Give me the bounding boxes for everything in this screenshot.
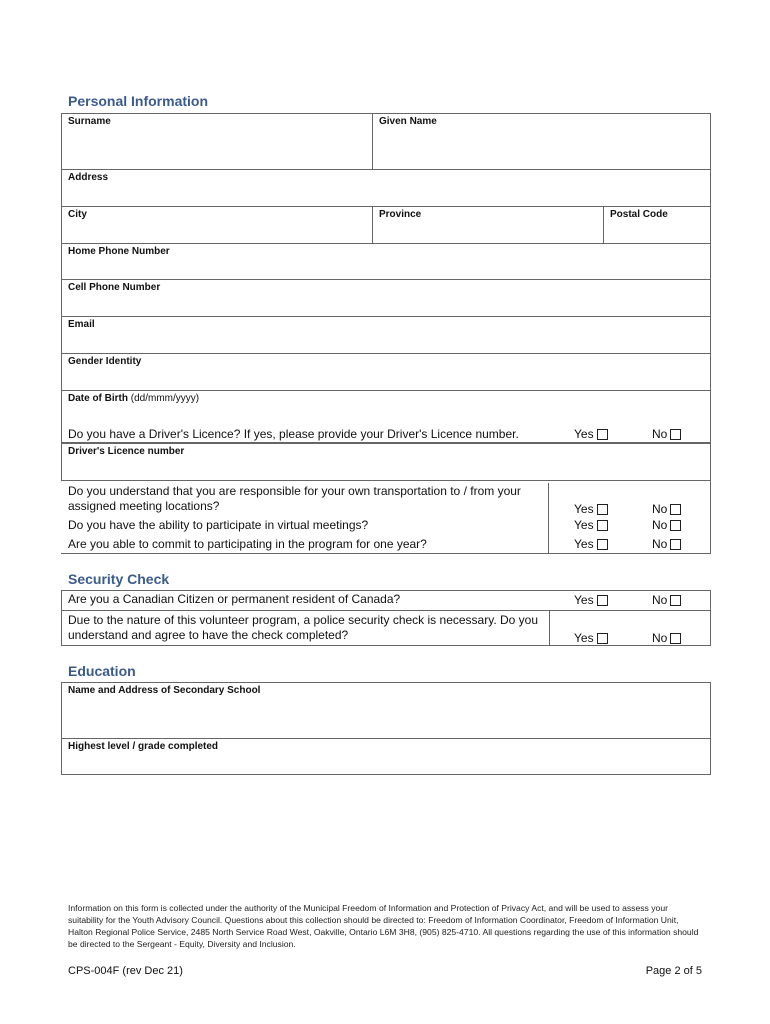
yes-label: Yes bbox=[574, 518, 594, 532]
transportation-question: Do you understand that you are responsible for your own transportation to / from your assigned meeting locations? bbox=[68, 484, 521, 513]
no-label: No bbox=[652, 537, 668, 551]
grade-label: Highest level / grade completed bbox=[68, 741, 219, 752]
security-divider bbox=[549, 610, 550, 646]
checkbox-box[interactable] bbox=[597, 633, 608, 644]
transportation-no-checkbox[interactable] bbox=[652, 502, 681, 517]
no-label: No bbox=[652, 593, 668, 607]
licence-yes-checkbox[interactable] bbox=[574, 427, 608, 442]
questions-divider bbox=[548, 483, 549, 553]
address-label: Address bbox=[68, 172, 109, 183]
privacy-notice: Information on this form is collected under the authority of the Municipal Freedom of Information and Protection of Privacy Act, and will be used to assess your suitability for the Youth Advisory Council. Questions about this collection should be directed to: Freedom of Information Coordinator, Freedom of Information Unit, Halton Regional Police Service, 2485 North Service Road West, Oakville, Ontario L6M 3H8, (905) 825-4710. All questions regarding the use of this information should be directed to the Sergeant - Equity, Diversity and Inclusion. bbox=[68, 903, 699, 949]
city-cell[interactable] bbox=[62, 207, 372, 244]
cell-phone-label: Cell Phone Number bbox=[68, 282, 161, 293]
licence-no-checkbox[interactable] bbox=[652, 427, 681, 442]
citizen-no-checkbox[interactable] bbox=[652, 593, 681, 608]
checkbox-box[interactable] bbox=[670, 633, 681, 644]
checkbox-box[interactable] bbox=[597, 595, 608, 606]
licence-question: Do you have a Driver's Licence? If yes, please provide your Driver's Licence number. bbox=[68, 427, 519, 441]
checkbox-box[interactable] bbox=[597, 520, 608, 531]
personal-information-table bbox=[61, 113, 711, 443]
checkbox-box[interactable] bbox=[670, 429, 681, 440]
given-name-cell[interactable] bbox=[372, 114, 710, 169]
surname-label: Surname bbox=[68, 116, 111, 127]
checkbox-box[interactable] bbox=[670, 539, 681, 550]
given-name-label: Given Name bbox=[379, 116, 437, 127]
school-row[interactable] bbox=[62, 683, 710, 738]
yes-label: Yes bbox=[574, 593, 594, 607]
yes-label: Yes bbox=[574, 427, 594, 441]
name-row bbox=[62, 114, 710, 169]
email-label: Email bbox=[68, 319, 95, 330]
education-table bbox=[61, 682, 711, 775]
virtual-no-checkbox[interactable] bbox=[652, 518, 681, 533]
checkbox-box[interactable] bbox=[597, 504, 608, 515]
grade-row[interactable] bbox=[62, 738, 710, 776]
virtual-yes-checkbox[interactable] bbox=[574, 518, 608, 533]
commitment-question: Are you able to commit to participating in the program for one year? bbox=[68, 537, 427, 551]
security-check-heading: Security Check bbox=[68, 571, 170, 587]
checkbox-box[interactable] bbox=[597, 539, 608, 550]
city-label: City bbox=[68, 209, 87, 220]
checkbox-box[interactable] bbox=[670, 595, 681, 606]
cell-phone-row[interactable] bbox=[62, 279, 710, 317]
form-id: CPS-004F (rev Dec 21) bbox=[68, 965, 183, 977]
home-phone-row[interactable] bbox=[62, 243, 710, 280]
city-row bbox=[62, 206, 710, 244]
commitment-no-checkbox[interactable] bbox=[652, 537, 681, 552]
page-number: Page 2 of 5 bbox=[645, 965, 702, 977]
school-label: Name and Address of Secondary School bbox=[68, 685, 261, 696]
province-label: Province bbox=[379, 209, 422, 220]
address-row[interactable] bbox=[62, 169, 710, 207]
no-label: No bbox=[652, 518, 668, 532]
postal-code-label: Postal Code bbox=[610, 209, 668, 220]
security-yes-checkbox[interactable] bbox=[574, 631, 608, 646]
commitment-yes-checkbox[interactable] bbox=[574, 537, 608, 552]
email-row[interactable] bbox=[62, 316, 710, 354]
dob-label-text: Date of Birth bbox=[68, 393, 128, 404]
gender-row[interactable] bbox=[62, 353, 710, 391]
gender-label: Gender Identity bbox=[68, 356, 142, 367]
licence-number-field[interactable] bbox=[61, 443, 711, 481]
licence-number-label: Driver's Licence number bbox=[68, 446, 185, 457]
postal-code-cell[interactable] bbox=[603, 207, 710, 244]
no-label: No bbox=[652, 427, 668, 441]
dob-format-hint: (dd/mmm/yyyy) bbox=[130, 393, 200, 404]
security-no-checkbox[interactable] bbox=[652, 631, 681, 646]
no-label: No bbox=[652, 502, 668, 516]
yes-label: Yes bbox=[574, 537, 594, 551]
citizen-yes-checkbox[interactable] bbox=[574, 593, 608, 608]
home-phone-label: Home Phone Number bbox=[68, 246, 170, 257]
yes-label: Yes bbox=[574, 631, 594, 645]
questions-bottom-border bbox=[61, 553, 711, 554]
surname-cell[interactable] bbox=[62, 114, 372, 169]
virtual-meetings-question: Do you have the ability to participate in virtual meetings? bbox=[68, 518, 369, 532]
transportation-yes-checkbox[interactable] bbox=[574, 502, 608, 517]
citizen-question: Are you a Canadian Citizen or permanent resident of Canada? bbox=[68, 592, 401, 606]
province-cell[interactable] bbox=[372, 207, 603, 244]
checkbox-box[interactable] bbox=[670, 520, 681, 531]
education-heading: Education bbox=[68, 663, 136, 679]
questions-right-border bbox=[710, 481, 711, 553]
security-check-question: Due to the nature of this volunteer program, a police security check is necessary. Do you understand and agree to have the check completed? bbox=[68, 613, 539, 642]
personal-information-heading: Personal Information bbox=[68, 93, 209, 109]
security-row-divider bbox=[62, 610, 710, 611]
yes-label: Yes bbox=[574, 502, 594, 516]
checkbox-box[interactable] bbox=[670, 504, 681, 515]
dob-label bbox=[68, 393, 199, 404]
no-label: No bbox=[652, 631, 668, 645]
checkbox-box[interactable] bbox=[597, 429, 608, 440]
